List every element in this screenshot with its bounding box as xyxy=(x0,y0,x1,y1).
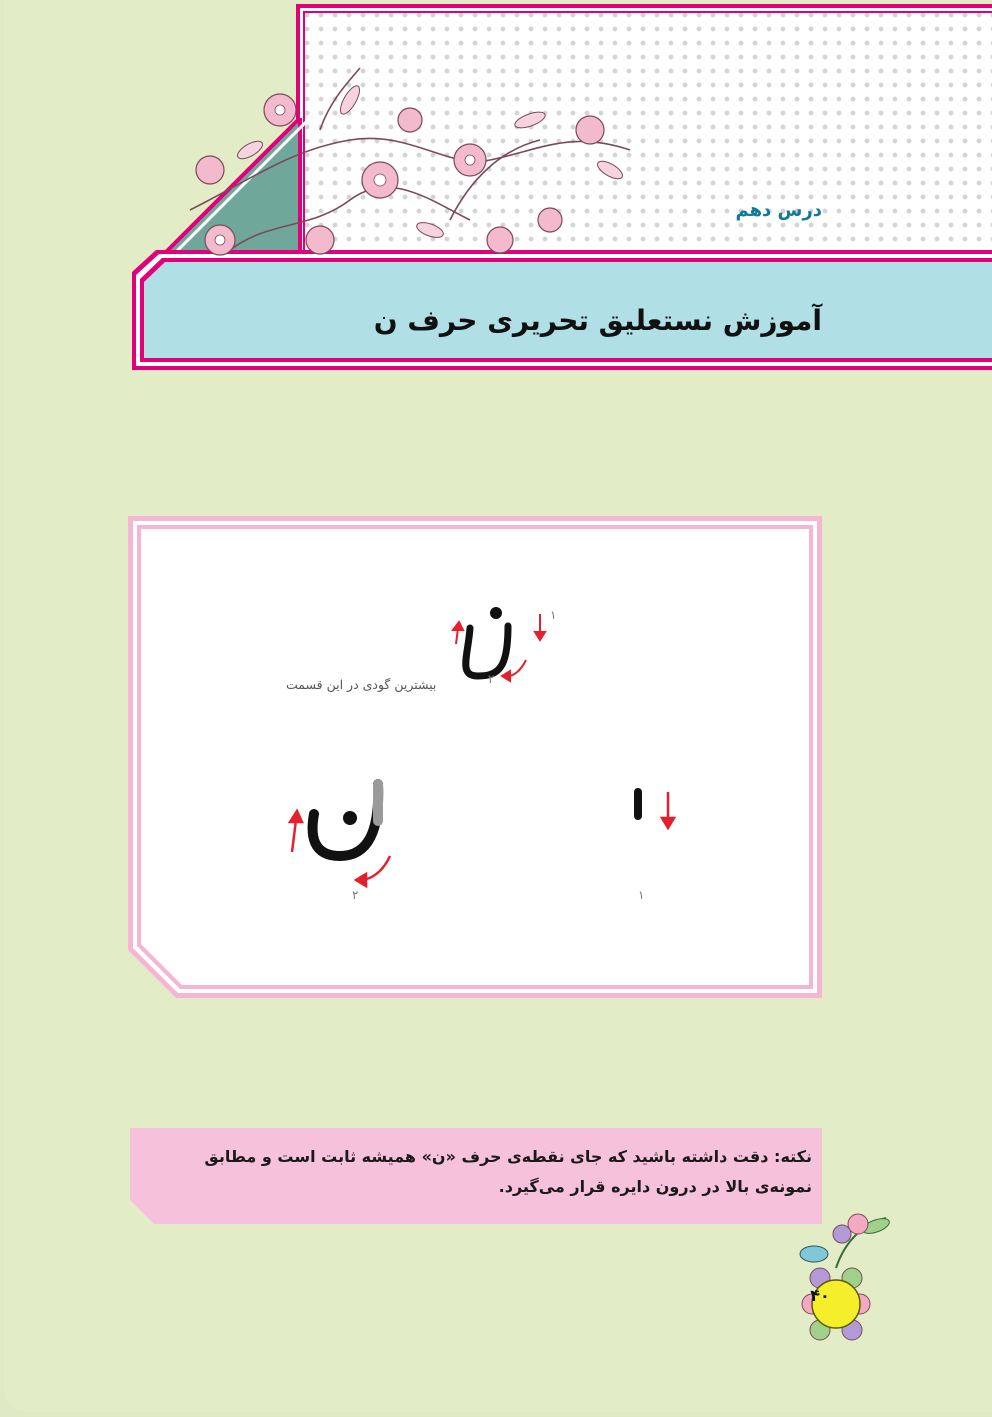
step-two-label-bottom: ۲ xyxy=(352,888,359,902)
practice-box xyxy=(128,516,822,998)
step-one-label-top: ۱ xyxy=(550,608,557,622)
deepest-curve-hint: بیشترین گودی در این قسمت xyxy=(286,677,437,692)
step-one-label-bottom: ۱ xyxy=(638,888,645,902)
lesson-title: آموزش نستعلیق تحریری حرف ن xyxy=(373,304,822,337)
flower-badge-icon xyxy=(776,1208,896,1358)
note-text: نکته: دقت داشته باشید که جای نقطه‌ی حرف «ن» همیشه ثابت است و مطابق نمونه‌ی بالا در درون دایره قرار می‌گیرد. xyxy=(204,1147,812,1196)
step-two-label-top: ۲ xyxy=(488,672,495,686)
flower-branch-icon xyxy=(170,60,640,300)
page-number: ۴۰ xyxy=(810,1286,830,1305)
lesson-number: درس دهم xyxy=(735,200,822,221)
